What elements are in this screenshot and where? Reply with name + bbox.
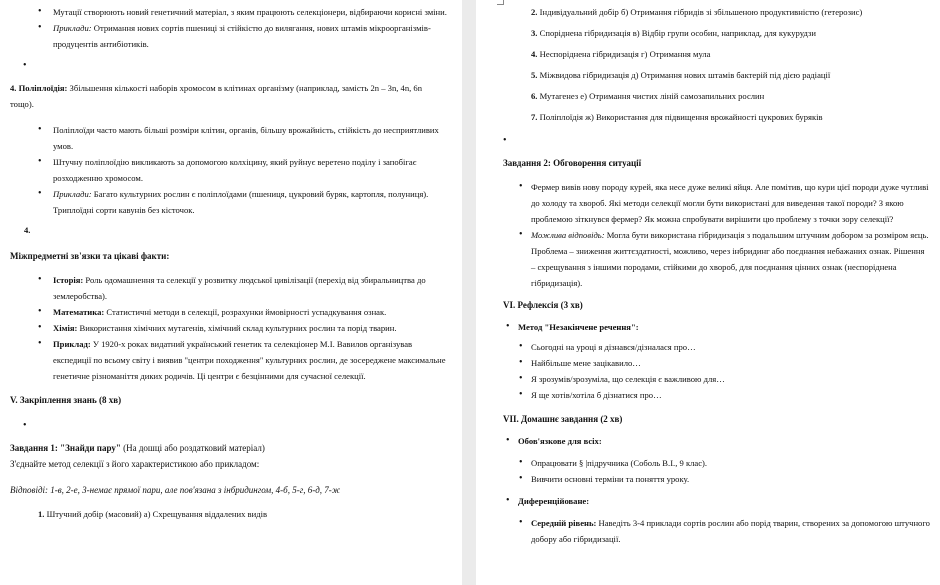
pair-item: 3. Споріднена гібридизація в) Відбір групи особин, наприклад, для кукурудзи bbox=[531, 28, 816, 38]
pair-item: 6. Мутагенез е) Отримання чистих ліній самозапильних рослин bbox=[531, 91, 765, 101]
task2-list bbox=[503, 179, 930, 291]
interdisciplinary-list bbox=[10, 272, 448, 384]
list-item: • Сьогодні на уроці я дізнався/дізналася про… bbox=[503, 339, 930, 355]
homework-list bbox=[503, 433, 930, 449]
list-item: • Приклади: Отримання нових сортів пшениці зі стійкістю до вилягання, нових штамів мікроорганізмів-продуцентів антибіотиків. bbox=[10, 20, 448, 52]
task2-heading: Завдання 2: Обговорення ситуації bbox=[503, 158, 642, 168]
reflection-list bbox=[503, 319, 930, 335]
pair-item-1: 1. Штучний добір (масовий) а) Схрещування віддалених видів bbox=[38, 509, 268, 519]
list-item: • Обов'язкове для всіх: bbox=[503, 433, 930, 449]
differentiated-list bbox=[503, 493, 930, 509]
empty-bullet bbox=[10, 58, 448, 74]
list-item: • Я ще хотів/хотіла б дізнатися про… bbox=[503, 387, 930, 403]
task1-heading: Завдання 1: "Знайди пару" (На дошці або роздатковий матеріал) bbox=[10, 443, 265, 453]
level-list bbox=[503, 515, 930, 547]
section-heading-7: VII. Домашнє завдання (2 хв) bbox=[503, 414, 623, 424]
section-heading-6: VI. Рефлексія (3 хв) bbox=[503, 300, 583, 310]
list-item: • Найбільше мене зацікавило… bbox=[503, 355, 930, 371]
list-item: • Вивчити основні терміни та поняття уроку. bbox=[503, 471, 930, 487]
list-number: 4. bbox=[24, 225, 31, 235]
list-item: • Приклади: Багато культурних рослин є поліплоїдами (пшениця, цукровий буряк, картопля, полуниця). Триплоїдні сорти кавунів без кісточок. bbox=[10, 186, 448, 218]
page-right bbox=[476, 0, 940, 585]
pair-item: 7. Поліплоїдія ж) Використання для підвищення врожайності цукрових буряків bbox=[531, 112, 823, 122]
sentence-list bbox=[503, 339, 930, 403]
empty-bullet bbox=[10, 418, 448, 434]
answers-line: Відповіді: 1-в, 2-е, 3-немає прямої пари, але пов'язана з інбридингом, 4-б, 5-г, 6-д, 7-ж bbox=[10, 485, 341, 495]
list-item: • Математика: Статистичні методи в селекції, розрахунки ймовірності успадкування ознак. bbox=[10, 304, 448, 320]
list-item: • Можлива відповідь: Могла бути використана гібридизація з подальшим штучним добором за розміром яєць. Проблема – зниження життєздатності, можливо, через інбридинг або поєднання небажаних ознак. Рішення – схрещування з іншими породами, стійкими до хвороб, для поєднання цінних ознак (неспоріднена гібридизація). bbox=[503, 227, 930, 291]
list-item: • Штучну поліплоїдію викликають за допомогою колхіцину, який руйнує веретено поділу і запобігає розходженню хромосом. bbox=[10, 154, 448, 186]
list-item: • Середній рівень: Наведіть 3-4 приклади сортів рослин або порід тварин, створених за допомогою штучного добору або гібридизації. bbox=[503, 515, 930, 547]
task1-description: З'єднайте метод селекції з його характеристикою або прикладом: bbox=[10, 459, 260, 469]
empty-bullet bbox=[503, 133, 930, 149]
mandatory-list bbox=[503, 455, 930, 487]
polyploidy-bullets bbox=[10, 122, 448, 218]
list-item: • Хімія: Використання хімічних мутагенів, хімічний склад культурних рослин та порід тварин. bbox=[10, 320, 448, 336]
list-item: • Я зрозумів/зрозуміла, що селекція є важливою для… bbox=[503, 371, 930, 387]
page-left bbox=[0, 0, 462, 585]
list-item: • Опрацювати § |підручника (Соболь В.І., 9 клас). bbox=[503, 455, 930, 471]
list-item: • Фермер вивів нову породу курей, яка несе дуже великі яйця. Але помітив, що кури цієї породи дуже чутливі до холоду та хвороб. Які методи селекції могли бути використані для виведення такої породи? З якою проблемою зіткнувся фермер? Як можна спробувати вирішити цю проблему з точки зору селекції? bbox=[503, 179, 930, 227]
pair-item: 2. Індивідуальний добір б) Отримання гібридів зі збільшеною продуктивністю (гетерозис) bbox=[531, 7, 863, 17]
mutation-bullets bbox=[10, 4, 448, 52]
page-gap bbox=[462, 0, 476, 585]
list-item: • Метод "Незакінчене речення": bbox=[503, 319, 930, 335]
pair-item: 5. Міжвидова гібридизація д) Отримання нових штамів бактерій під дією радіації bbox=[531, 70, 831, 80]
list-item: • Історія: Роль одомашнення та селекції у розвитку людської цивілізації (перехід від збиральництва до землеробства). bbox=[10, 272, 448, 304]
list-item: • Поліплоїди часто мають більші розміри клітин, органів, більшу врожайність, стійкість до несприятливих умов. bbox=[10, 122, 448, 154]
list-item: • Приклад: У 1920-х роках видатний український генетик та селекціонер М.І. Вавилов організував експедиції по всьому світу і виявив "центри походження" культурних рослин, де зосереджене максимальне генетичне різноманіття диких родичів. Ці центри є безцінними для сучасної селекції. bbox=[10, 336, 448, 384]
pair-list bbox=[503, 4, 930, 125]
pair-item: 4. Неспоріднена гібридизація г) Отримання мула bbox=[531, 49, 711, 59]
list-item: • Диференційоване: bbox=[503, 493, 930, 509]
section-heading-5: V. Закріплення знань (8 хв) bbox=[10, 395, 122, 405]
polyploidy-paragraph: 4. Поліплоїдія: Збільшення кількості наборів хромосом в клітинах організму (наприклад, замість 2n – 3n, 4n, 6n тощо). bbox=[10, 83, 423, 109]
list-item: • Мутації створюють новий генетичний матеріал, з яким працюють селекціонери, відбираючи корисні зміни. bbox=[10, 4, 448, 20]
section-heading-interdisciplinary: Міжпредметні зв'язки та цікаві факти: bbox=[10, 251, 170, 261]
